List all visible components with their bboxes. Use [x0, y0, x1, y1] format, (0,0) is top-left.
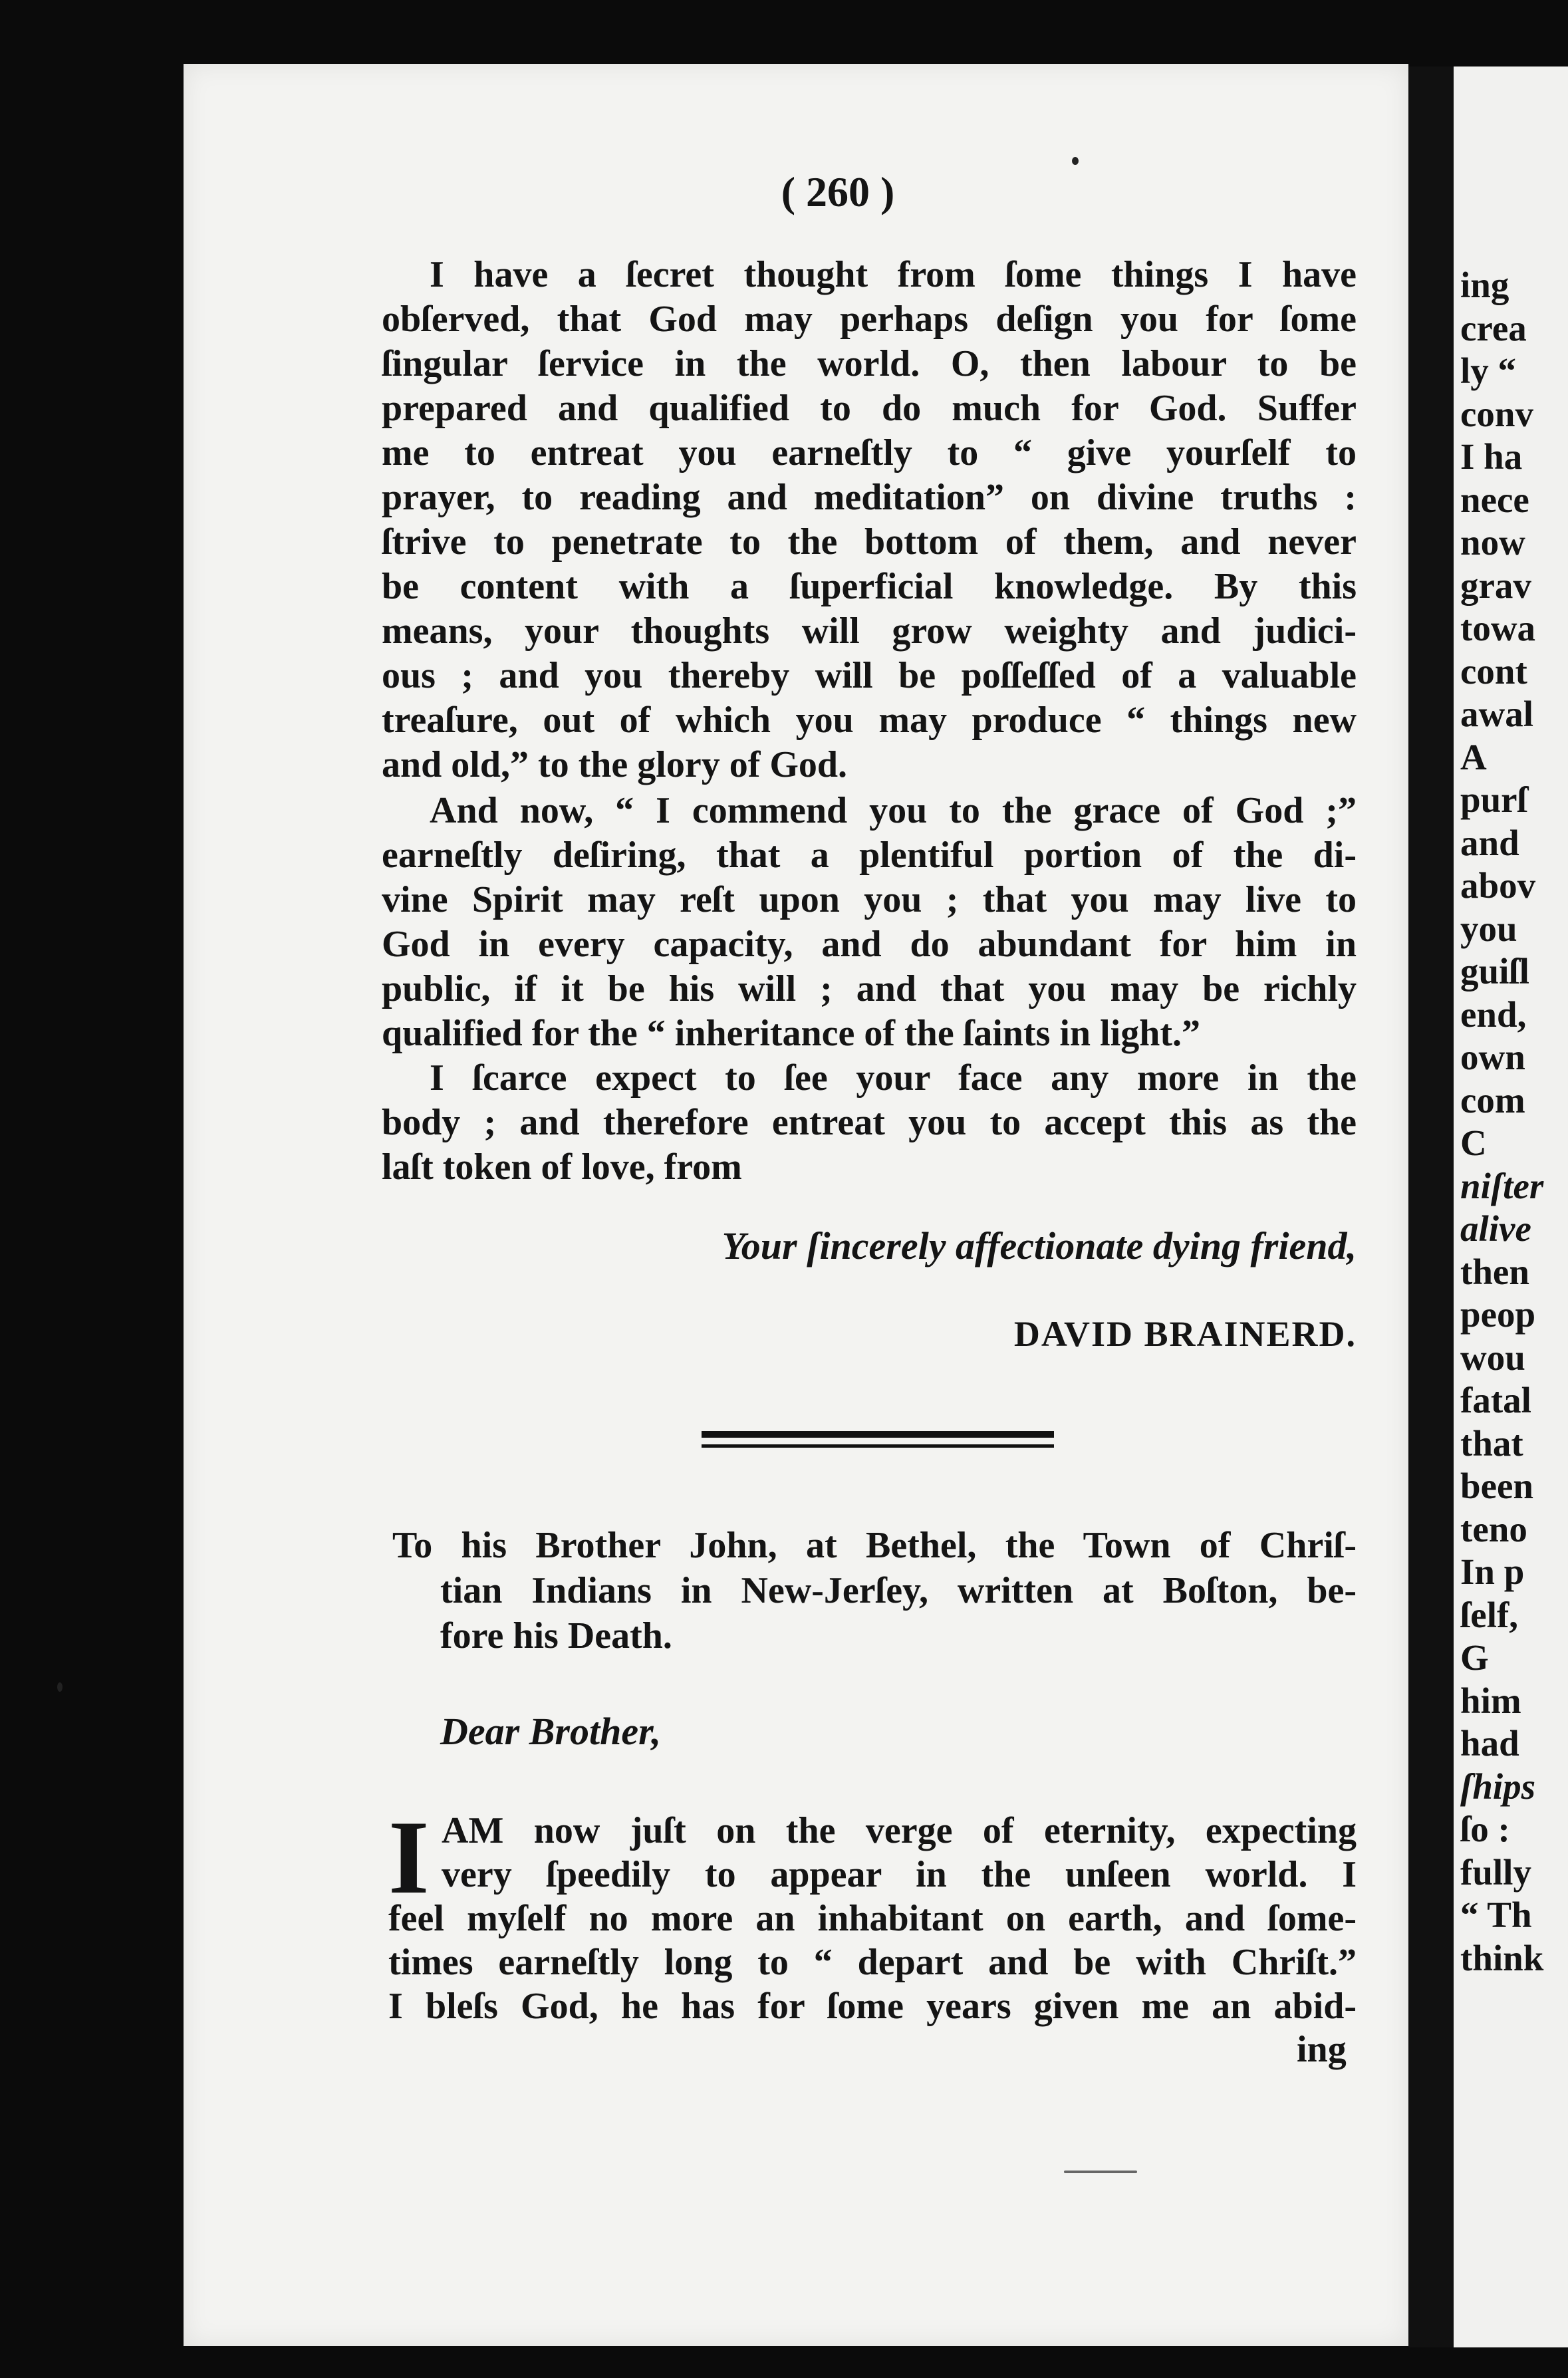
next-page-line: I ha [1460, 436, 1523, 477]
next-page-line: teno [1460, 1508, 1527, 1549]
text-line: I ſcarce expect to ſee your face any more in the [430, 1057, 1357, 1099]
next-page-line: ly “ [1460, 350, 1517, 391]
heading-line: tian Indians in New-Jerſey, written at Boſton, be- [440, 1570, 1357, 1611]
next-page-line: ſelf, [1460, 1594, 1519, 1635]
text-line: qualified for the “ inheritance of the ſaints in light.” [382, 1013, 1200, 1054]
next-page-line: then [1460, 1251, 1529, 1292]
next-page-line: nece [1460, 479, 1529, 520]
letter-body [388, 1799, 1357, 2028]
salutation: Dear Brother, [440, 1710, 661, 1753]
next-page-line: fully [1460, 1851, 1531, 1893]
text-line: And now, “ I commend you to the grace of God ;” [430, 790, 1357, 831]
text-line: me to entreat you earneſtly to “ give yourſelf to [382, 432, 1357, 473]
next-page-line: “ Th [1460, 1895, 1532, 1935]
next-page-line: and [1460, 822, 1519, 863]
catchword: ing [1297, 2029, 1347, 2070]
text-line: means, your thoughts will grow weighty and judici- [382, 610, 1357, 652]
section-rule-thin [702, 1444, 1054, 1448]
text-line: ſtrive to penetrate to the bottom of them, and never [382, 521, 1357, 563]
next-page-line: com [1460, 1079, 1525, 1121]
next-page-line: crea [1460, 307, 1527, 348]
next-page-line: A [1460, 736, 1487, 777]
text-line: treaſure, out of which you may produce “ things new [382, 700, 1357, 741]
next-page-line: peop [1460, 1294, 1536, 1335]
next-page-line: him [1460, 1680, 1521, 1721]
closing-line: Your ſincerely affectionate dying friend, [721, 1224, 1357, 1267]
paragraph-3 [382, 1056, 1357, 1190]
next-page-line: ſhips [1460, 1766, 1536, 1807]
text-line: and old,” to the glory of God. [382, 744, 848, 785]
page-number: ( 260 ) [781, 168, 895, 215]
next-page-line: awal [1460, 694, 1533, 734]
text-line: prepared and qualified to do much for God. Suffer [382, 388, 1357, 429]
next-page-line: cont [1460, 650, 1527, 692]
heading-line: To his Brother John, at Bethel, the Town of Chriſ- [392, 1525, 1357, 1566]
next-page-line: that [1460, 1422, 1523, 1464]
signature: DAVID BRAINERD. [1013, 1314, 1357, 1354]
text-line: public, if it be his will ; and that you may be richly [382, 968, 1357, 1009]
next-page-line: think [1460, 1937, 1544, 1978]
letter-line: AM now juſt on the verge of eternity, expecting [442, 1810, 1357, 1851]
ink-speck [57, 1682, 63, 1692]
text-line: I have a ſecret thought from ſome things I have [430, 254, 1357, 295]
text-line: obſerved, that God may perhaps deſign you for ſome [382, 299, 1357, 340]
letter-heading [392, 1523, 1357, 1658]
section-rule-thick [702, 1431, 1054, 1438]
next-page-line: purſ [1460, 779, 1527, 820]
next-page-line: ſo : [1460, 1809, 1510, 1849]
next-page-line: end, [1460, 993, 1527, 1035]
next-page-line: fatal [1460, 1380, 1531, 1420]
next-page-line: been [1460, 1466, 1533, 1506]
next-page-line: now [1460, 522, 1525, 563]
next-page-line: ing [1460, 265, 1509, 305]
next-page-line: G [1460, 1637, 1489, 1678]
heading-line: fore his Death. [440, 1615, 672, 1656]
text-line: ſingular ſervice in the world. O, then labour to be [382, 343, 1357, 384]
letter-line: times earneſtly long to “ depart and be with Chriſt.” [388, 1942, 1357, 1983]
paragraph-2 [382, 789, 1357, 1056]
next-page-line: own [1460, 1037, 1525, 1077]
text-line: God in every capacity, and do abundant for him in [382, 924, 1357, 965]
ink-speck [1064, 2171, 1137, 2173]
text-line: earneſtly deſiring, that a plentiful portion of the di- [382, 835, 1357, 876]
right-page-fragment [1454, 66, 1568, 2347]
next-page-line: had [1460, 1723, 1519, 1764]
next-page-line: towa [1460, 608, 1536, 648]
next-page-line: grav [1460, 565, 1531, 606]
paragraph-1 [382, 253, 1357, 787]
next-page-line: wou [1460, 1337, 1525, 1378]
next-page-line: In p [1460, 1551, 1525, 1592]
next-page-line: niſter [1460, 1165, 1544, 1206]
next-page-line: conv [1460, 393, 1533, 434]
letter-line: I bleſs God, he has for ſome years given me an abid- [388, 1986, 1357, 2027]
letter-line: very ſpeedily to appear in the unſeen world. I [442, 1854, 1357, 1895]
drop-cap: I [388, 1799, 430, 1916]
ink-speck [1072, 157, 1079, 165]
next-page-line: abov [1460, 865, 1536, 906]
next-page-line: C [1460, 1123, 1487, 1163]
text-line: be content with a ſuperficial knowledge. By this [382, 566, 1357, 607]
text-line: vine Spirit may reſt upon you ; that you may live to [382, 879, 1357, 920]
text-line: laſt token of love, from [382, 1146, 742, 1188]
next-page-line: you [1460, 908, 1517, 949]
next-page-line: alive [1460, 1208, 1531, 1249]
text-line: body ; and therefore entreat you to accept this as the [382, 1102, 1357, 1143]
next-page-line: guiſl [1460, 951, 1529, 991]
letter-line: feel myſelf no more an inhabitant on earth, and ſome- [388, 1898, 1357, 1939]
text-line: prayer, to reading and meditation” on divine truths : [382, 477, 1357, 518]
text-line: ous ; and you thereby will be poſſeſſed of a valuable [382, 655, 1357, 696]
book-gutter [1408, 66, 1454, 2347]
